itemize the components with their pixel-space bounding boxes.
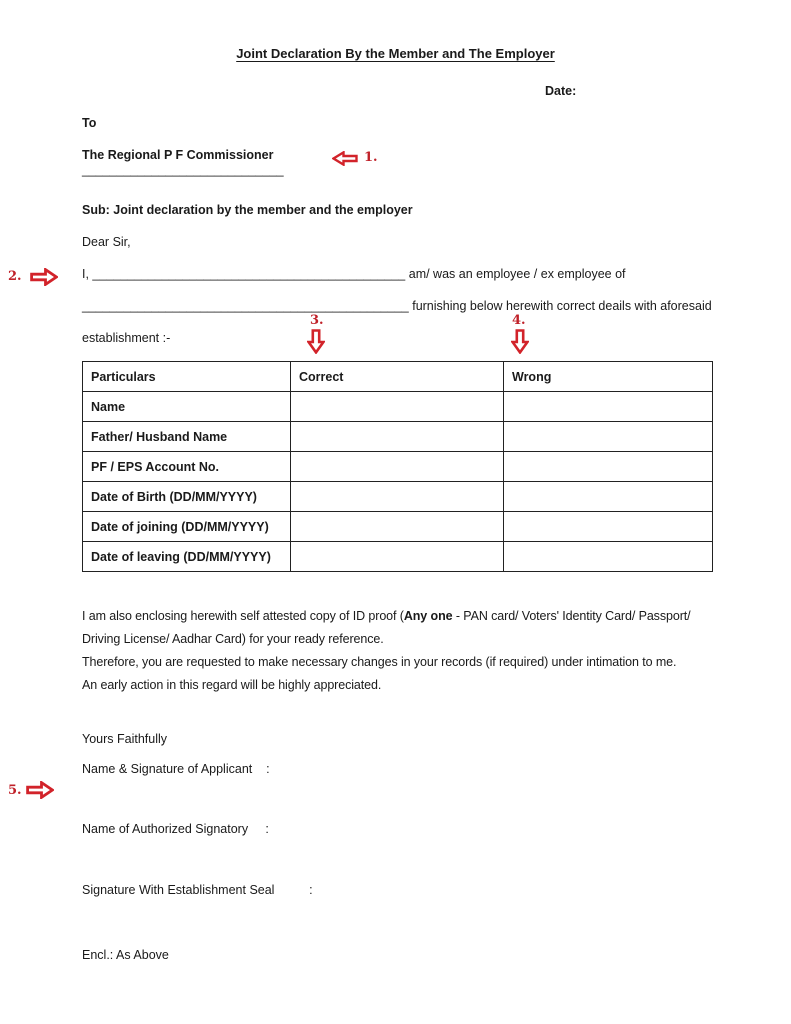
- establishment-fill-blank: _______________________________________________: [82, 299, 409, 313]
- correct-cell: [291, 422, 504, 452]
- arrow-right-icon: [26, 781, 54, 799]
- request-line: Therefore, you are requested to make necessary changes in your records (if required) under intimation to me.: [82, 655, 677, 669]
- wrong-cell: [504, 512, 713, 542]
- table-row: [83, 512, 713, 542]
- id-proof-pre: I am also enclosing herewith self attested copy of ID proof (: [82, 609, 404, 623]
- appreciation-line: An early action in this regard will be highly appreciated.: [82, 678, 382, 692]
- intro-line-2: [82, 298, 712, 314]
- intro-line-1: [82, 266, 626, 282]
- date-label: Date:: [545, 84, 577, 98]
- establishment-seal-line: Signature With Establishment Seal :: [82, 883, 313, 897]
- id-proof-line-2: Driving License/ Aadhar Card) for your ready reference.: [82, 632, 384, 646]
- particular-label: Father/ Husband Name: [83, 422, 291, 452]
- intro-line-1-prefix: I,: [82, 267, 93, 281]
- salutation: Dear Sir,: [82, 235, 131, 249]
- annotation-label-4: 4.: [512, 313, 526, 328]
- id-proof-post: - PAN card/ Voters' Identity Card/ Passport/: [452, 609, 691, 623]
- intro-line-3: establishment :-: [82, 331, 171, 345]
- enclosure-line: Encl.: As Above: [82, 948, 169, 962]
- correct-cell: [291, 542, 504, 572]
- letter-body: [82, 0, 742, 1024]
- wrong-cell: [504, 542, 713, 572]
- correct-cell: [291, 392, 504, 422]
- applicant-signature-line: Name & Signature of Applicant :: [82, 762, 270, 776]
- table-row: [83, 392, 713, 422]
- wrong-cell: [504, 452, 713, 482]
- arrow-down-icon: [307, 329, 325, 354]
- wrong-cell: [504, 422, 713, 452]
- table-row: [83, 422, 713, 452]
- table-row: [83, 452, 713, 482]
- correct-cell: [291, 452, 504, 482]
- wrong-cell: [504, 392, 713, 422]
- id-proof-line: [82, 608, 691, 624]
- arrow-down-icon: [511, 329, 529, 354]
- annotation-label-1: 1.: [364, 150, 378, 165]
- header-particulars: Particulars: [83, 362, 291, 392]
- header-wrong: Wrong: [504, 362, 713, 392]
- page-title: Joint Declaration By the Member and The Employer: [236, 46, 555, 61]
- particular-label: Date of Birth (DD/MM/YYYY): [83, 482, 291, 512]
- to-label: To: [82, 116, 97, 130]
- arrow-left-icon: [332, 151, 358, 166]
- header-correct: Correct: [291, 362, 504, 392]
- recipient-blank-line: _____________________________: [82, 163, 284, 177]
- intro-line-2-text: furnishing below herewith correct deails with aforesaid: [408, 299, 712, 313]
- annotation-label-3: 3.: [310, 313, 324, 328]
- correct-cell: [291, 482, 504, 512]
- closing-salutation: Yours Faithfully: [82, 732, 167, 746]
- particular-label: Name: [83, 392, 291, 422]
- table-row: [83, 542, 713, 572]
- subject-line: Sub: Joint declaration by the member and the employer: [82, 203, 413, 217]
- annotation-label-5: 5.: [8, 783, 22, 798]
- table-row: [83, 482, 713, 512]
- wrong-cell: [504, 482, 713, 512]
- correct-cell: [291, 512, 504, 542]
- table-header-row: [83, 362, 713, 392]
- particular-label: Date of leaving (DD/MM/YYYY): [83, 542, 291, 572]
- annotation-label-2: 2.: [8, 269, 22, 284]
- correction-table: [82, 361, 713, 572]
- authorized-signatory-line: Name of Authorized Signatory :: [82, 822, 269, 836]
- particular-label: Date of joining (DD/MM/YYYY): [83, 512, 291, 542]
- particular-label: PF / EPS Account No.: [83, 452, 291, 482]
- name-fill-blank: _____________________________________________: [92, 267, 406, 281]
- intro-line-1-text: am/ was an employee / ex employee of: [405, 267, 626, 281]
- arrow-right-icon: [30, 268, 58, 286]
- recipient-name: The Regional P F Commissioner: [82, 148, 274, 162]
- any-one-emphasis: Any one: [403, 609, 453, 623]
